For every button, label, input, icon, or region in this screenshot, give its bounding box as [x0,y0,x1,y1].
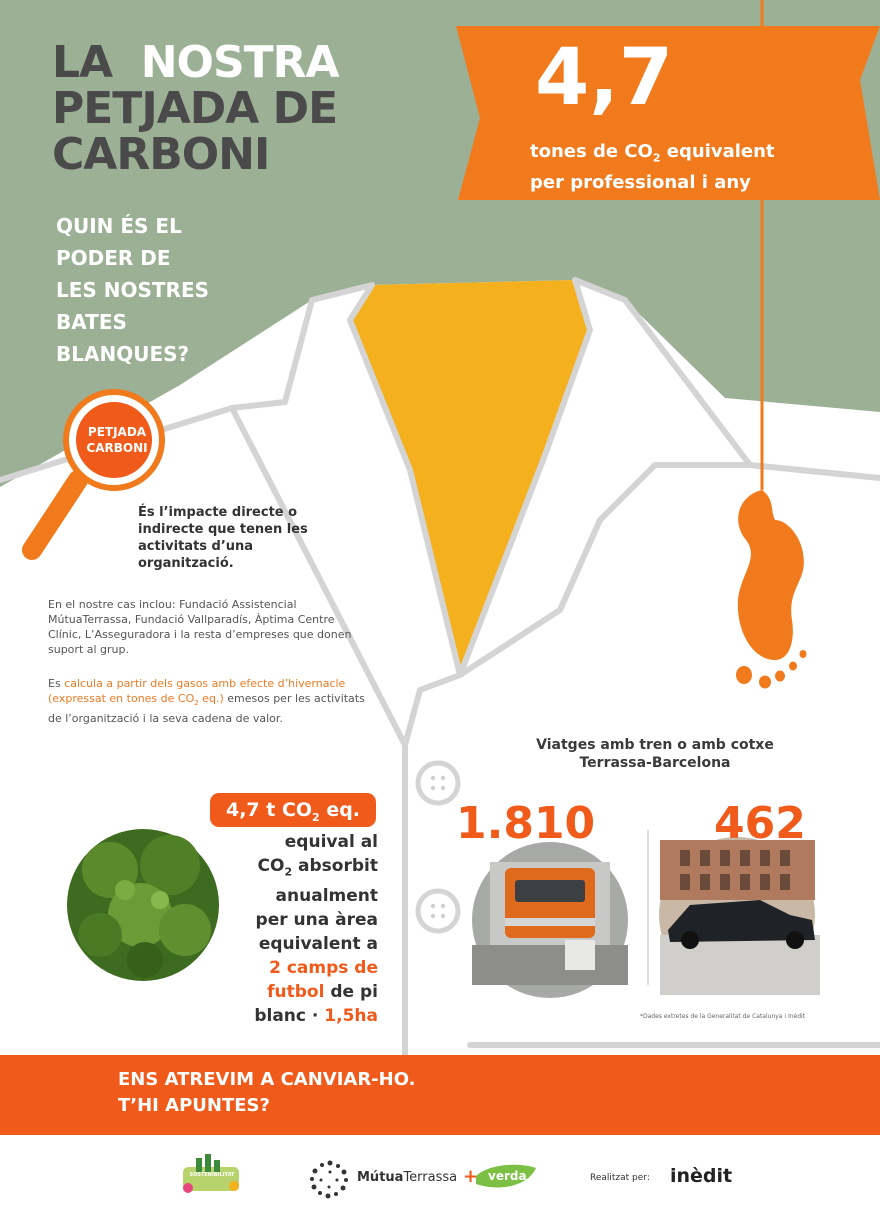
footprint-icon [736,490,807,689]
stat-caption-line2: per professional i any [530,171,751,193]
title-word-nostra: NOSTRA [140,37,339,88]
equivalence-text [228,830,378,1028]
scope-paragraph: En el nostre cas inclou: Fundació Assistencial MútuaTerrassa, Fundació Vallparadís, Àptima Centre Clínic, L’Asseguradora i la resta d’empreses que donen suport al grup. [48,598,352,656]
question-line: QUIN ÉS EL [56,214,182,238]
stat-caption-sub: 2 [652,151,661,165]
forest-photo [67,829,219,981]
call-to-action-text [118,1067,618,1119]
badge-line-2: CARBONI [86,441,148,455]
realitzat-label: Realitzat per: [590,1173,650,1183]
train-photo [472,842,628,998]
pill-b: eq. [319,799,361,821]
equiv-co: CO [257,856,285,876]
verda-label: verda [488,1169,527,1183]
equiv-line [228,980,378,1004]
equiv-line: equivalent a [258,934,378,955]
calc-paragraph [48,676,368,726]
calc-highlight: calcula a partir dels gasos amb efecte d’hivernacle (expressat en tones de CO [48,677,346,705]
cta-line-2: T’HI APUNTES? [118,1095,270,1116]
coat-buttons [418,763,458,931]
question-line: LES NOSTRES [56,278,210,302]
calc-highlight-end: eq.) [198,692,224,705]
equiv-depi: de pi [324,982,378,1003]
trips-title [480,736,830,772]
question-line: PODER DE [56,246,171,270]
title-line-2: PETJADA DE [52,83,338,134]
question-heading [56,210,276,370]
badge-line-1: PETJADA [87,425,147,439]
mutua-logo-mark [310,1161,348,1199]
equiv-area: 1,5ha [324,1006,378,1027]
plus-sign: + [463,1166,479,1187]
equiv-line: per una àrea [255,910,378,931]
equiv-sub: 2 [284,865,293,879]
train-trips-value: 1.810 [456,798,596,849]
stat-caption [530,140,830,195]
mutua-a: Mútua [357,1170,404,1185]
trips-title-line-2: Terrassa-Barcelona [579,755,731,771]
car-trips-value: 462 [714,798,806,849]
mutua-b: Terrassa [403,1170,458,1185]
car-photo [659,837,820,995]
co2-pill [210,793,376,827]
question-line: BLANQUES? [56,342,190,366]
cta-line-1: ENS ATREVIM A CANVIAR-HO. [118,1069,416,1090]
inedit-logo: inèdit [670,1165,733,1187]
page-title [52,37,392,180]
pill-a: 4,7 t CO [225,799,313,821]
trips-title-line-1: Viatges amb tren o amb cotxe [536,737,774,753]
equiv-line: 2 camps de [269,958,378,979]
mutua-logo-text [357,1170,457,1185]
petjada-badge [78,424,156,456]
stat-value: 4,7 [535,33,674,123]
definition-text: És l’impacte directe o indirecte que tenen les activitats d’una organització. [138,505,308,571]
pill-sub: 2 [312,810,320,824]
title-word-la: LA [52,37,113,88]
equiv-absorbit: absorbit [292,856,378,876]
equiv-line: anualment [275,886,378,907]
calc-sub: 2 [194,699,199,708]
equiv-futbol: futbol [267,982,325,1003]
title-line-3: CARBONI [52,129,270,180]
calc-intro: Es [48,677,61,690]
calc-rest: emesos per les activitats de l’organització i la seva cadena de valor. [48,692,365,726]
stat-caption-b: equivalent [660,141,775,162]
equiv-blanc: blanc · [254,1006,325,1027]
stat-caption-a: tones de CO [530,141,653,162]
source-note: *Dades extretes de la Generalitat de Catalunya i Inèdit [640,1013,806,1020]
footer-left-logo-text: SOSTENIBILITAT [189,1172,235,1178]
equiv-line [228,854,378,884]
question-line: BATES [56,310,127,334]
equiv-line [228,1004,378,1028]
equiv-line: equival al [284,832,378,852]
